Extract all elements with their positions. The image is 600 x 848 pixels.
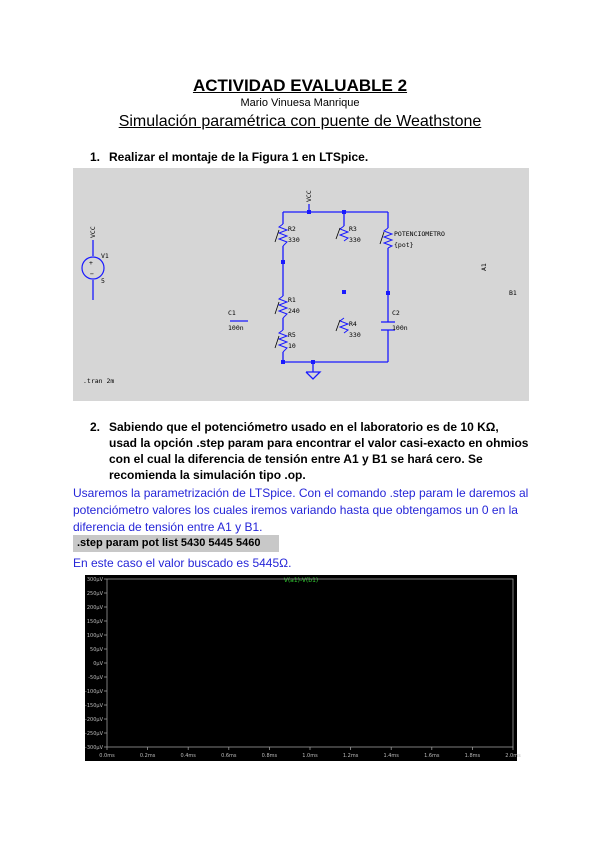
- step-2-number: 2.: [90, 420, 101, 434]
- y-tick-label: -100µV: [85, 689, 103, 695]
- y-tick-label: -50µV: [88, 675, 103, 681]
- r1-name: R1: [288, 296, 296, 304]
- c1-value: 100n: [228, 324, 244, 332]
- circuit-schematic: [73, 168, 529, 401]
- a1-label: A1: [480, 263, 488, 271]
- r1-value: 240: [288, 307, 300, 315]
- y-tick-label: -250µV: [85, 731, 103, 737]
- simulation-directive: .tran 2m: [83, 377, 115, 385]
- step-2-text: Sabiendo que el potenciómetro usado en el laboratorio es de 10 KΩ, usad la opción .step param para encontrar el valor casi-exacto en ohmios con el cual la diferencia de tensión entre A1 y B1 se hará cero. Se recomienda la simulación tipo .op.: [109, 420, 529, 482]
- y-tick-label: 250µV: [86, 591, 103, 597]
- y-tick-label: -150µV: [85, 703, 103, 709]
- vcc-top-label: VCC: [305, 190, 313, 202]
- x-tick-label: 0.8ms: [261, 753, 278, 759]
- x-tick-label: 1.4ms: [383, 753, 399, 759]
- plot-frame: [107, 579, 513, 747]
- x-tick-label: 0.2ms: [139, 753, 156, 759]
- schematic-drawing: [73, 168, 529, 401]
- x-tick-label: 1.0ms: [302, 753, 318, 759]
- r2-value: 330: [288, 236, 300, 244]
- vcc-source-label: VCC: [89, 226, 97, 238]
- document-title: ACTIVIDAD EVALUABLE 2: [192, 76, 408, 95]
- author-name: Mario Vinuesa Manrique: [240, 97, 360, 109]
- v1-name: V1: [101, 252, 109, 260]
- r3-value: 330: [349, 236, 361, 244]
- x-tick-label: 0.4ms: [180, 753, 196, 759]
- v1-value: 5: [101, 277, 105, 285]
- r4-name: R4: [349, 320, 357, 328]
- r4-value: 330: [349, 331, 361, 339]
- result-text: En este caso el valor buscado es 5445Ω.: [73, 556, 292, 570]
- y-tick-label: 100µV: [86, 633, 103, 639]
- x-tick-label: 1.8ms: [464, 753, 481, 759]
- b1-label: B1: [509, 289, 517, 297]
- c2-name: C2: [392, 309, 400, 317]
- svg-text:+: +: [89, 259, 93, 267]
- x-tick-label: 0.6ms: [221, 753, 237, 759]
- x-tick-label: 0.0ms: [99, 753, 115, 759]
- y-tick-label: 300µV: [86, 577, 103, 583]
- r5-value: 10: [288, 342, 296, 350]
- r5-name: R5: [288, 331, 296, 339]
- step-1-text: Realizar el montaje de la Figura 1 en LTSpice.: [109, 150, 369, 164]
- y-tick-label: 150µV: [86, 619, 103, 625]
- c1-name: C1: [228, 309, 236, 317]
- pot-name: POTENCIOMETRO: [394, 230, 445, 238]
- x-tick-label: 2.0ms: [505, 753, 521, 759]
- pot-value: {pot}: [394, 241, 414, 249]
- waveform-plot: [85, 575, 521, 761]
- step-2: [90, 419, 529, 483]
- y-tick-label: 200µV: [86, 605, 103, 611]
- c2-value: 100n: [392, 324, 408, 332]
- document-subtitle: Simulación paramétrica con puente de Weathstone: [118, 113, 482, 130]
- y-tick-label: 50µV: [90, 647, 103, 653]
- step-1: [90, 149, 549, 165]
- step-1-number: 1.: [90, 150, 101, 164]
- step-param-command: .step param pot list 5430 5445 5460: [73, 535, 279, 552]
- r2-name: R2: [288, 225, 296, 233]
- y-tick-label: -200µV: [85, 717, 103, 723]
- y-tick-label: -300µV: [85, 745, 103, 751]
- plot-canvas: [85, 575, 521, 761]
- trace-label: V(a1)-V(b1): [283, 577, 319, 584]
- r3-name: R3: [349, 225, 357, 233]
- x-tick-label: 1.6ms: [424, 753, 440, 759]
- answer-paragraph: Usaremos la parametrización de LTSpice. Con el comando .step param le daremos al potenciómetro valores los cuales iremos variando hasta que obtengamos un 0 en la diferencia de tensión entre A1 y B1.: [73, 486, 529, 534]
- x-tick-label: 1.2ms: [342, 753, 359, 759]
- y-tick-label: 0µV: [93, 661, 103, 667]
- svg-text:−: −: [90, 270, 94, 278]
